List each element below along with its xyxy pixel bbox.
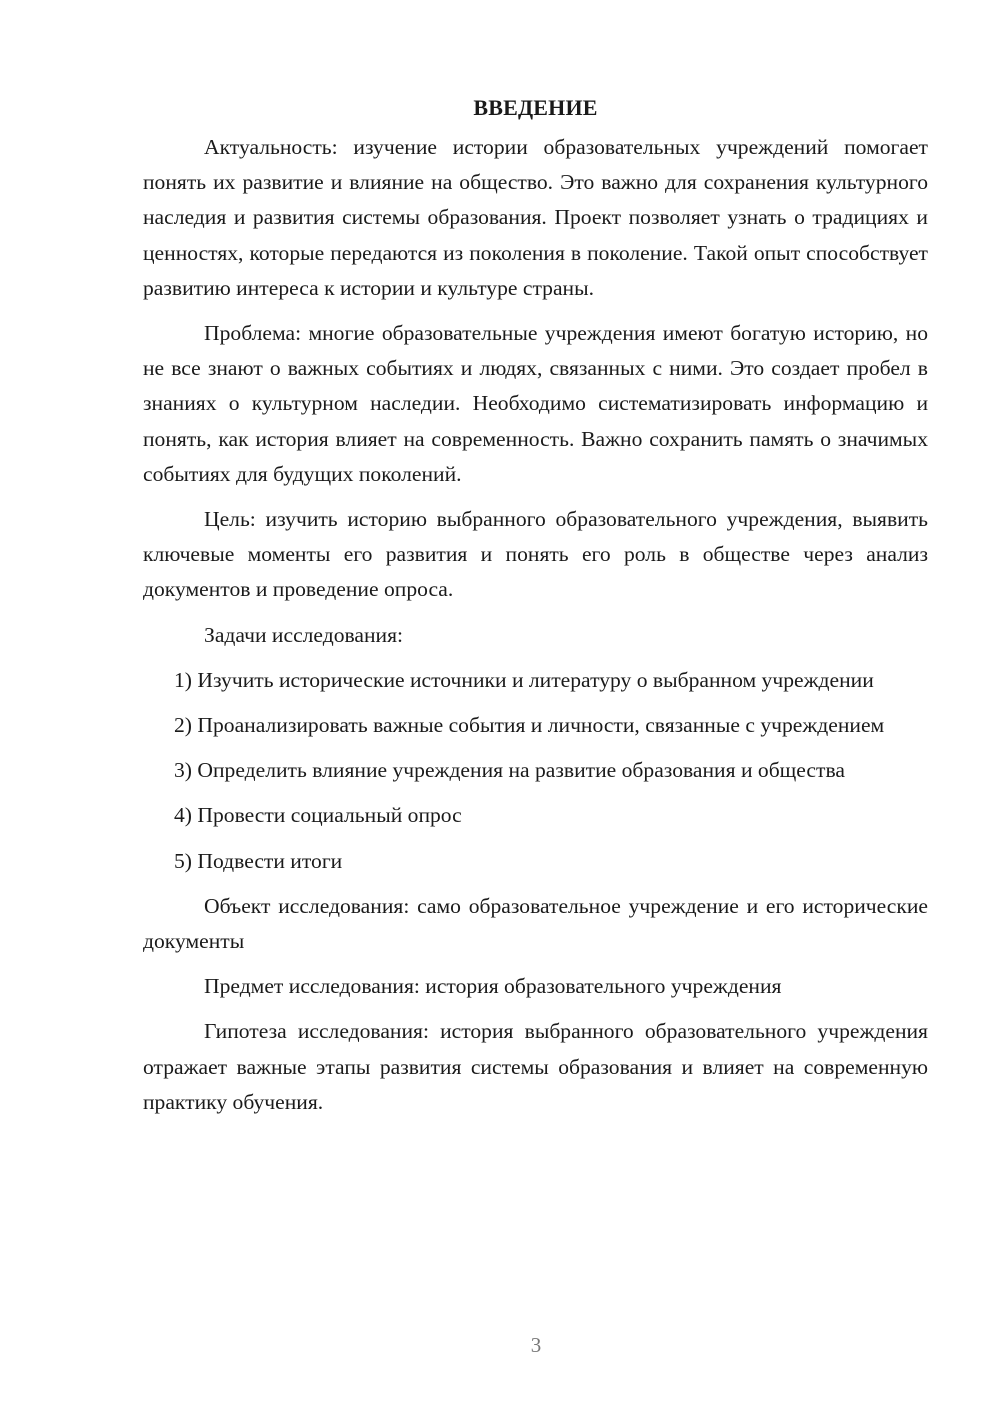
- page-title: ВВЕДЕНИЕ: [473, 95, 598, 120]
- paragraph-tasks-heading: Задачи исследования:: [204, 622, 404, 647]
- paragraph-goal: Цель: изучить историю выбранного образовательного учреждения, выявить ключевые моменты его развития и понять его роль в обществе через анализ документов и проведение опроса.: [143, 507, 928, 602]
- task-item: 1) Изучить исторические источники и литературу о выбранном учреждении: [174, 667, 874, 692]
- paragraph-problem: Проблема: многие образовательные учреждения имеют богатую историю, но не все знают о важных событиях и людях, связанных с ними. Это создает пробел в знаниях о культурном наследии. Необходимо систематизировать информацию и понять, как история влияет на современность. Важно сохранить память о значимых событиях для будущих поколений.: [143, 321, 928, 486]
- task-item: 2) Проанализировать важные события и личности, связанные с учреждением: [174, 713, 885, 738]
- paragraph-subject: Предмет исследования: история образовательного учреждения: [204, 974, 782, 999]
- task-item: 5) Подвести итоги: [174, 848, 343, 873]
- paragraph-hypothesis: Гипотеза исследования: история выбранного образовательного учреждения отражает важные этапы развития системы образования и влияет на современную практику обучения.: [143, 1019, 928, 1114]
- paragraph-relevance: Актуальность: изучение истории образовательных учреждений помогает понять их развитие и влияние на общество. Это важно для сохранения культурного наследия и развития системы образования. Проект позволяет узнать о традициях и ценностях, которые передаются из поколения в поколение. Такой опыт способствует развитию интереса к истории и культуре страны.: [143, 135, 928, 300]
- page-number: 3: [530, 1333, 542, 1357]
- task-item: 4) Провести социальный опрос: [174, 803, 462, 828]
- document-page: [143, 93, 928, 1130]
- task-item: 3) Определить влияние учреждения на развитие образования и общества: [174, 758, 845, 783]
- paragraph-object: Объект исследования: само образовательное учреждение и его исторические документы: [143, 893, 928, 954]
